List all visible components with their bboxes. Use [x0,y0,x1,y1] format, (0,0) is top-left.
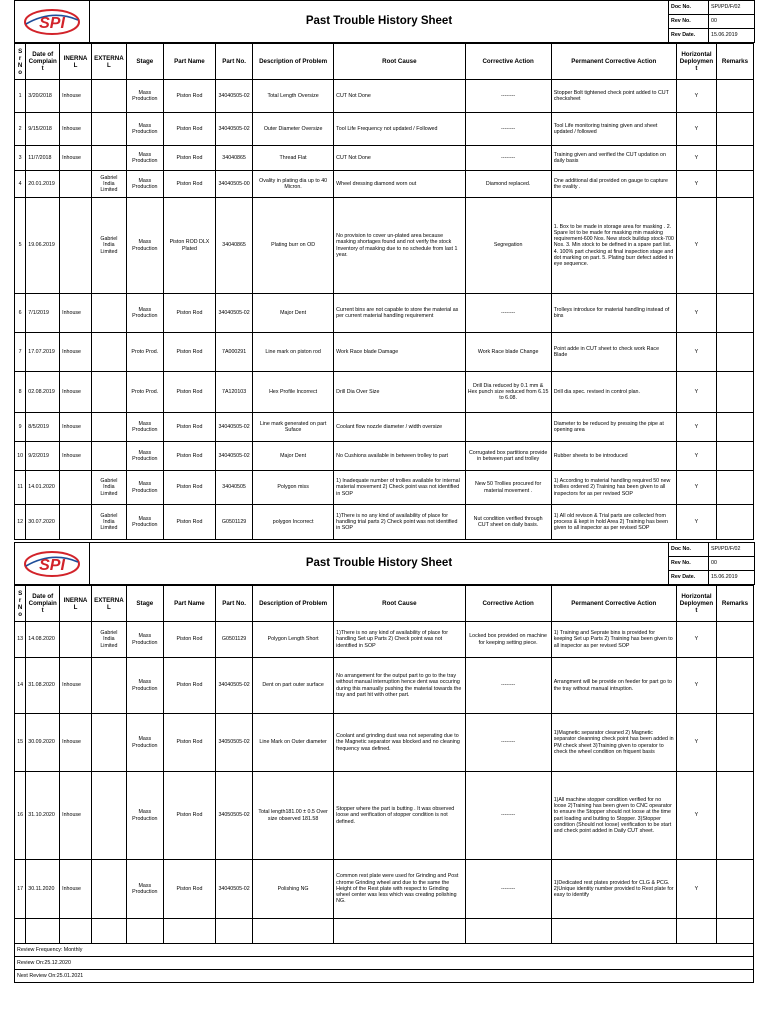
doc-no-value: SPI/PD/F/02 [709,1,755,15]
cell-part-name: Piston Rod [163,442,215,471]
cell-root-cause: No arrangement for the output part to go to the tray without manual interruption hence dent was occuring during this manually pushing the material towards the tray and part hit with other part. [334,658,465,714]
cell-remarks [716,471,753,505]
cell-stage: Mass Production [126,658,163,714]
cell-date: 31.10.2020 [26,772,60,860]
logo-text: SPI [39,14,65,32]
col-internal: INERNAL [60,586,92,622]
cell-description: Outer Diameter Oversize [253,113,334,146]
doc-no-label: Doc No. [669,1,709,15]
page-title: Past Trouble History Sheet [90,1,669,43]
cell-external [91,442,126,471]
col-stage: Stage [126,44,163,80]
doc-no-value: SPI/PD/F/02 [709,543,755,557]
trouble-table [14,43,754,540]
cell-root-cause: No provision to cover un-plated area because masking shortages found and not verify the stock Inventory of masking due to no schedule from last 1 year. [334,198,465,294]
cell-internal: Inhouse [60,714,92,772]
cell-part-no: 34040865 [216,198,253,294]
cell-part-name: Piston Rod [163,413,215,442]
cell-corrective: -------- [465,772,551,860]
cell-part-no: 34040505-02 [216,113,253,146]
cell-part-no: 34050505-02 [216,714,253,772]
cell-internal: Inhouse [60,113,92,146]
cell-external: Gabriel India Limited [91,171,126,198]
cell-part-name: Piston ROD DLX Plated [163,198,215,294]
cell-horizontal: Y [676,146,716,171]
cell-date: 9/15/2018 [26,113,60,146]
cell-external [91,294,126,333]
cell-description: Line mark on piston rod [253,333,334,372]
sheet-header [14,0,755,43]
cell-remarks [716,113,753,146]
cell-internal [60,471,92,505]
sheet-header [14,542,755,585]
cell-date: 8/5/2019 [26,413,60,442]
cell-internal [60,171,92,198]
col-date: Date of Complaint [26,586,60,622]
cell-horizontal: Y [676,80,716,113]
cell-corrective: -------- [465,860,551,919]
cell-root-cause: 1) Inadequate number of trollies available for internal material movement 2) Check point was not identified in SOP [334,471,465,505]
cell-external: Gabriel India Limited [91,622,126,658]
table-row [15,714,754,772]
cell-description: Major Dent [253,294,334,333]
cell-sr: 15 [15,714,26,772]
cell-horizontal: Y [676,372,716,413]
table-body [15,80,754,540]
cell-external: Gabriel India Limited [91,471,126,505]
col-part-name: Part Name [163,586,215,622]
rev-no-label: Rev No. [669,15,709,29]
cell-internal [60,505,92,540]
cell-external [91,146,126,171]
cell-stage: Mass Production [126,413,163,442]
cell-root-cause: Coolant and grinding dust was not seperating due to the Magnetic separator was blocked and no cleaning frequency was defined. [334,714,465,772]
cell-stage: Mass Production [126,471,163,505]
cell-horizontal: Y [676,471,716,505]
table-row [15,505,754,540]
col-sr: Sr No [15,586,26,622]
cell-part-no: 34040505-02 [216,80,253,113]
cell-sr: 1 [15,80,26,113]
cell-horizontal: Y [676,860,716,919]
cell-root-cause: Work Race blade Damage [334,333,465,372]
cell-part-no: 34040505-02 [216,860,253,919]
spi-logo-icon [22,7,82,37]
cell-external [91,333,126,372]
cell-part-no: G0501129 [216,622,253,658]
cell-date: 20.01.2019 [26,171,60,198]
rev-date-value: 15.06.2019 [709,571,755,585]
cell-root-cause: Tool Life Frequency not updated / Followed [334,113,465,146]
col-corrective: Corrective Action [465,586,551,622]
cell-part-name: Piston Rod [163,113,215,146]
cell-horizontal: Y [676,442,716,471]
cell-horizontal: Y [676,198,716,294]
cell-permanent: Point adde in CUT sheet to check work Race Blade [551,333,676,372]
cell-part-name: Piston Rod [163,146,215,171]
cell-part-name: Piston Rod [163,80,215,113]
table-row [15,171,754,198]
trouble-history-sheet-1 [14,0,754,540]
review-frequency: Review Frequency: Monthly [15,944,754,957]
cell-sr: 13 [15,622,26,658]
cell-date: 30.11.2020 [26,860,60,919]
cell-part-no: 34040505-02 [216,294,253,333]
company-logo [15,1,90,43]
cell-permanent: 1)All machine stopper condition verified for no loose 2)Training has been given to CNC opearator to ensure the Stopper should not loose at the time part loading and butting to Stopper. 3)Stopper condition (Should not loose) verification to be start and check point added in Daily CUT sheet. [551,772,676,860]
cell-sr: 17 [15,860,26,919]
cell-horizontal: Y [676,171,716,198]
cell-part-name: Piston Rod [163,714,215,772]
cell-date: 9/2/2019 [26,442,60,471]
cell-stage: Mass Production [126,442,163,471]
cell-part-no: 34040505 [216,471,253,505]
cell-permanent: 1) All old revison & Trial parts are collected from process & kept in hold Area 2) Training has been given to all inspector as per revised SOP [551,505,676,540]
table-row [15,80,754,113]
cell-external [91,860,126,919]
cell-part-no: G0501129 [216,505,253,540]
cell-permanent: Trolleys introduce for material handling instead of bins [551,294,676,333]
rev-date-label: Rev Date. [669,29,709,43]
cell-horizontal: Y [676,658,716,714]
cell-date: 30.07.2020 [26,505,60,540]
review-on: Review On:25.12.2020 [15,957,754,970]
cell-description: Total length181.00 ± 0.5 Over size observed 181.58 [253,772,334,860]
cell-permanent: Diameter to be reduced by pressing the pipe at opening area [551,413,676,442]
cell-date: 30.09.2020 [26,714,60,772]
table-row [15,372,754,413]
rev-no-value: 00 [709,557,755,571]
cell-horizontal: Y [676,714,716,772]
cell-remarks [716,171,753,198]
cell-part-no: 34040865 [216,146,253,171]
cell-root-cause: Common rest plate were used for Grinding and Post chrome Grinding wheel and due to the same the Height of the Rest plate with respect to Grinding wheel center was less which was creating polishing NG. [334,860,465,919]
cell-date: 11/7/2018 [26,146,60,171]
cell-sr: 9 [15,413,26,442]
cell-permanent: Arrangment will be provide on feeder for part go to the tray without manual intruption. [551,658,676,714]
cell-remarks [716,333,753,372]
cell-corrective: -------- [465,80,551,113]
cell-date: 14.01.2020 [26,471,60,505]
col-part-no: Part No. [216,586,253,622]
table-row [15,442,754,471]
cell-external [91,772,126,860]
cell-remarks [716,860,753,919]
cell-internal [60,622,92,658]
cell-horizontal: Y [676,505,716,540]
cell-permanent: 1) Training and Seprate bins is provided for keeping Set up Parts 2) Training has been given to all inspector as per revised SOP [551,622,676,658]
table-row [15,772,754,860]
cell-corrective: Work Race blade Change [465,333,551,372]
cell-external [91,658,126,714]
table-row [15,658,754,714]
cell-part-name: Piston Rod [163,372,215,413]
table-header-row [15,586,754,622]
cell-corrective: -------- [465,294,551,333]
cell-stage: Mass Production [126,860,163,919]
table-row [15,333,754,372]
cell-description: Line mark generated on part Suface [253,413,334,442]
cell-stage: Mass Production [126,113,163,146]
cell-root-cause: Stopper where the part is butting . It was observed loose and verification of stopper condition is not defined. [334,772,465,860]
col-root-cause: Root Cause [334,44,465,80]
cell-external [91,372,126,413]
cell-part-name: Piston Rod [163,772,215,860]
cell-internal: Inhouse [60,413,92,442]
cell-remarks [716,505,753,540]
cell-part-name: Piston Rod [163,171,215,198]
cell-part-name: Piston Rod [163,658,215,714]
cell-root-cause: Wheel dressing diamond worn out [334,171,465,198]
cell-sr: 4 [15,171,26,198]
cell-sr: 5 [15,198,26,294]
cell-permanent: Drill dia spec. revised in control plan. [551,372,676,413]
cell-sr: 6 [15,294,26,333]
col-internal: INERNAL [60,44,92,80]
cell-date: 31.08.2020 [26,658,60,714]
cell-part-no: 34040505-02 [216,658,253,714]
cell-date: 3/20/2018 [26,80,60,113]
cell-corrective [465,413,551,442]
cell-stage: Mass Production [126,714,163,772]
cell-corrective: Diamond replaced. [465,171,551,198]
cell-corrective: Segregation [465,198,551,294]
col-external: EXTERNAL [91,44,126,80]
cell-corrective: Drill Dia reduced by 0.1 mm & Hex punch size reduced from 6.15 to 6.08. [465,372,551,413]
cell-part-name: Piston Rod [163,471,215,505]
cell-root-cause: Coolant flow nozzle diameter / width oversize [334,413,465,442]
cell-horizontal: Y [676,772,716,860]
cell-stage: Proto Prod. [126,333,163,372]
col-stage: Stage [126,586,163,622]
cell-description: Polygon miss [253,471,334,505]
cell-stage: Mass Production [126,772,163,860]
cell-horizontal: Y [676,333,716,372]
cell-external: Gabriel India Limited [91,505,126,540]
cell-remarks [716,622,753,658]
cell-internal: Inhouse [60,333,92,372]
cell-horizontal: Y [676,622,716,658]
cell-remarks [716,198,753,294]
cell-part-name: Piston Rod [163,622,215,658]
cell-part-no: 34040505-02 [216,413,253,442]
cell-external: Gabriel India Limited [91,198,126,294]
cell-part-name: Piston Rod [163,505,215,540]
col-permanent: Permanent Corrective Action [551,586,676,622]
trouble-history-sheet-2 [14,542,754,983]
page-title: Past Trouble History Sheet [90,543,669,585]
cell-root-cause: CUT Not Done [334,80,465,113]
cell-internal [60,198,92,294]
table-row [15,860,754,919]
cell-stage: Mass Production [126,171,163,198]
cell-description: Polygon Length Short [253,622,334,658]
col-sr: Sr No [15,44,26,80]
cell-stage: Mass Production [126,622,163,658]
cell-remarks [716,413,753,442]
empty-row [15,919,754,944]
cell-part-no: 34040505-02 [216,442,253,471]
cell-internal: Inhouse [60,772,92,860]
cell-permanent: 1)Magnetic separator cleaned 2) Magnetic separator cleanning check point has been added in PM check sheet 3)Training given to operator to check the wheel condition on friquent basis [551,714,676,772]
cell-corrective: -------- [465,113,551,146]
cell-root-cause: Current bins are not capable to store the material as per current material handling requirement [334,294,465,333]
rev-date-label: Rev Date. [669,571,709,585]
cell-date: 02.08.2019 [26,372,60,413]
cell-external [91,113,126,146]
cell-sr: 7 [15,333,26,372]
rev-no-value: 00 [709,15,755,29]
table-row [15,198,754,294]
cell-remarks [716,372,753,413]
cell-sr: 3 [15,146,26,171]
cell-permanent: Stopper Bolt tightened check point added to CUT checksheet [551,80,676,113]
cell-description: Plating burr on OD [253,198,334,294]
cell-stage: Mass Production [126,146,163,171]
cell-stage: Mass Production [126,80,163,113]
rev-no-label: Rev No. [669,557,709,571]
cell-remarks [716,146,753,171]
table-row [15,146,754,171]
cell-sr: 12 [15,505,26,540]
next-review: Next Review On:25.01.2021 [15,970,754,983]
cell-part-name: Piston Rod [163,333,215,372]
cell-remarks [716,442,753,471]
cell-description: Major Dent [253,442,334,471]
cell-corrective: Nut condition verified through CUT sheet on daily basis. [465,505,551,540]
spi-logo-icon [22,549,82,579]
col-remarks: Remarks [716,586,753,622]
cell-date: 7/1/2019 [26,294,60,333]
cell-permanent: Training given and verified the CUT updation on daily basis [551,146,676,171]
table-row [15,471,754,505]
table-row [15,294,754,333]
cell-description: polygon Incorrect [253,505,334,540]
col-corrective: Corrective Action [465,44,551,80]
cell-sr: 11 [15,471,26,505]
cell-date: 14.08.2020 [26,622,60,658]
cell-external [91,714,126,772]
company-logo [15,543,90,585]
logo-text: SPI [39,556,65,574]
cell-description: Line Mark on Outer diameter [253,714,334,772]
table-body [15,622,754,919]
cell-part-no: 7A000291 [216,333,253,372]
cell-part-no: 7A120103 [216,372,253,413]
cell-corrective: -------- [465,146,551,171]
cell-part-no: 34040505-00 [216,171,253,198]
cell-part-name: Piston Rod [163,860,215,919]
cell-corrective: -------- [465,714,551,772]
trouble-table [14,585,754,983]
cell-remarks [716,772,753,860]
cell-stage: Mass Production [126,198,163,294]
table-row [15,622,754,658]
col-part-no: Part No. [216,44,253,80]
cell-corrective: Locked box provided on machine for keeping setting piece. [465,622,551,658]
cell-external [91,80,126,113]
cell-permanent: 1)Dedicated rest plates provided for CLG & PCG. 2)Unique identity number provided to Rest plate for easy to identify [551,860,676,919]
table-footer [15,919,754,983]
cell-description: Dent on part outer surface [253,658,334,714]
cell-sr: 14 [15,658,26,714]
cell-sr: 16 [15,772,26,860]
cell-permanent: Rubber sheets to be introduced [551,442,676,471]
cell-permanent: One additional dial provided on gauge to capture the ovality . [551,171,676,198]
cell-sr: 8 [15,372,26,413]
cell-internal: Inhouse [60,80,92,113]
cell-external [91,413,126,442]
rev-date-value: 15.06.2019 [709,29,755,43]
cell-remarks [716,658,753,714]
cell-stage: Mass Production [126,294,163,333]
table-row [15,413,754,442]
col-description: Description of Problem [253,44,334,80]
col-permanent: Permanent Corrective Action [551,44,676,80]
cell-root-cause: 1)There is no any kind of availability of place for handling Set up Parts 2) Check point was not identified in SOP [334,622,465,658]
cell-permanent: 1) According to material handling required 50 new trollies ordered 2) Training has been given to all inspectors for as per revised SOP [551,471,676,505]
cell-internal: Inhouse [60,294,92,333]
cell-description: Total Length Oversize [253,80,334,113]
doc-no-label: Doc No. [669,543,709,557]
cell-description: Hex Profile Incorrect [253,372,334,413]
cell-horizontal: Y [676,294,716,333]
col-description: Description of Problem [253,586,334,622]
cell-corrective: New 50 Trollies procured for material movement . [465,471,551,505]
cell-part-no: 34050505-02 [216,772,253,860]
cell-root-cause: CUT Not Done [334,146,465,171]
table-header-row [15,44,754,80]
cell-root-cause: No Cushions available in between trolley to part [334,442,465,471]
cell-stage: Proto Prod. [126,372,163,413]
cell-corrective: -------- [465,658,551,714]
cell-part-name: Piston Rod [163,294,215,333]
cell-root-cause: 1)There is no any kind of availability of place for handling trial parts 2) Check point was not identified in SOP [334,505,465,540]
table-row [15,113,754,146]
col-part-name: Part Name [163,44,215,80]
col-date: Date of Complaint [26,44,60,80]
col-horizontal: Horizontal Deployment [676,44,716,80]
cell-remarks [716,80,753,113]
col-remarks: Remarks [716,44,753,80]
cell-horizontal: Y [676,413,716,442]
cell-internal: Inhouse [60,658,92,714]
cell-sr: 10 [15,442,26,471]
cell-description: Ovality in plating dia up to 40 Micron. [253,171,334,198]
cell-sr: 2 [15,113,26,146]
cell-root-cause: Drill Dia Over Size [334,372,465,413]
col-external: EXTERNAL [91,586,126,622]
cell-remarks [716,714,753,772]
cell-internal: Inhouse [60,860,92,919]
col-horizontal: Horizontal Deployment [676,586,716,622]
cell-stage: Mass Production [126,505,163,540]
cell-internal: Inhouse [60,372,92,413]
cell-internal: Inhouse [60,442,92,471]
cell-date: 17.07.2019 [26,333,60,372]
cell-internal: Inhouse [60,146,92,171]
cell-description: Thread Flat [253,146,334,171]
cell-permanent: Tool Life monitoring training given and sheet updated / followed [551,113,676,146]
cell-permanent: 1. Box to be made in storage area for masking . 2. Spare lot to be made for masking min masking requirement-600 Nos. New stock buildup stock-700 Nos. 3. Min stock to be defined in a spare part list. 4. 100% part checking at final inspection stage and dot marking on part. 5. Plating burr defect added in eye sequence. [551,198,676,294]
cell-remarks [716,294,753,333]
cell-date: 19.06.2019 [26,198,60,294]
cell-description: Polishing NG [253,860,334,919]
col-root-cause: Root Cause [334,586,465,622]
cell-horizontal: Y [676,113,716,146]
cell-corrective: Corrugated box partitions provide in between part and trolley [465,442,551,471]
